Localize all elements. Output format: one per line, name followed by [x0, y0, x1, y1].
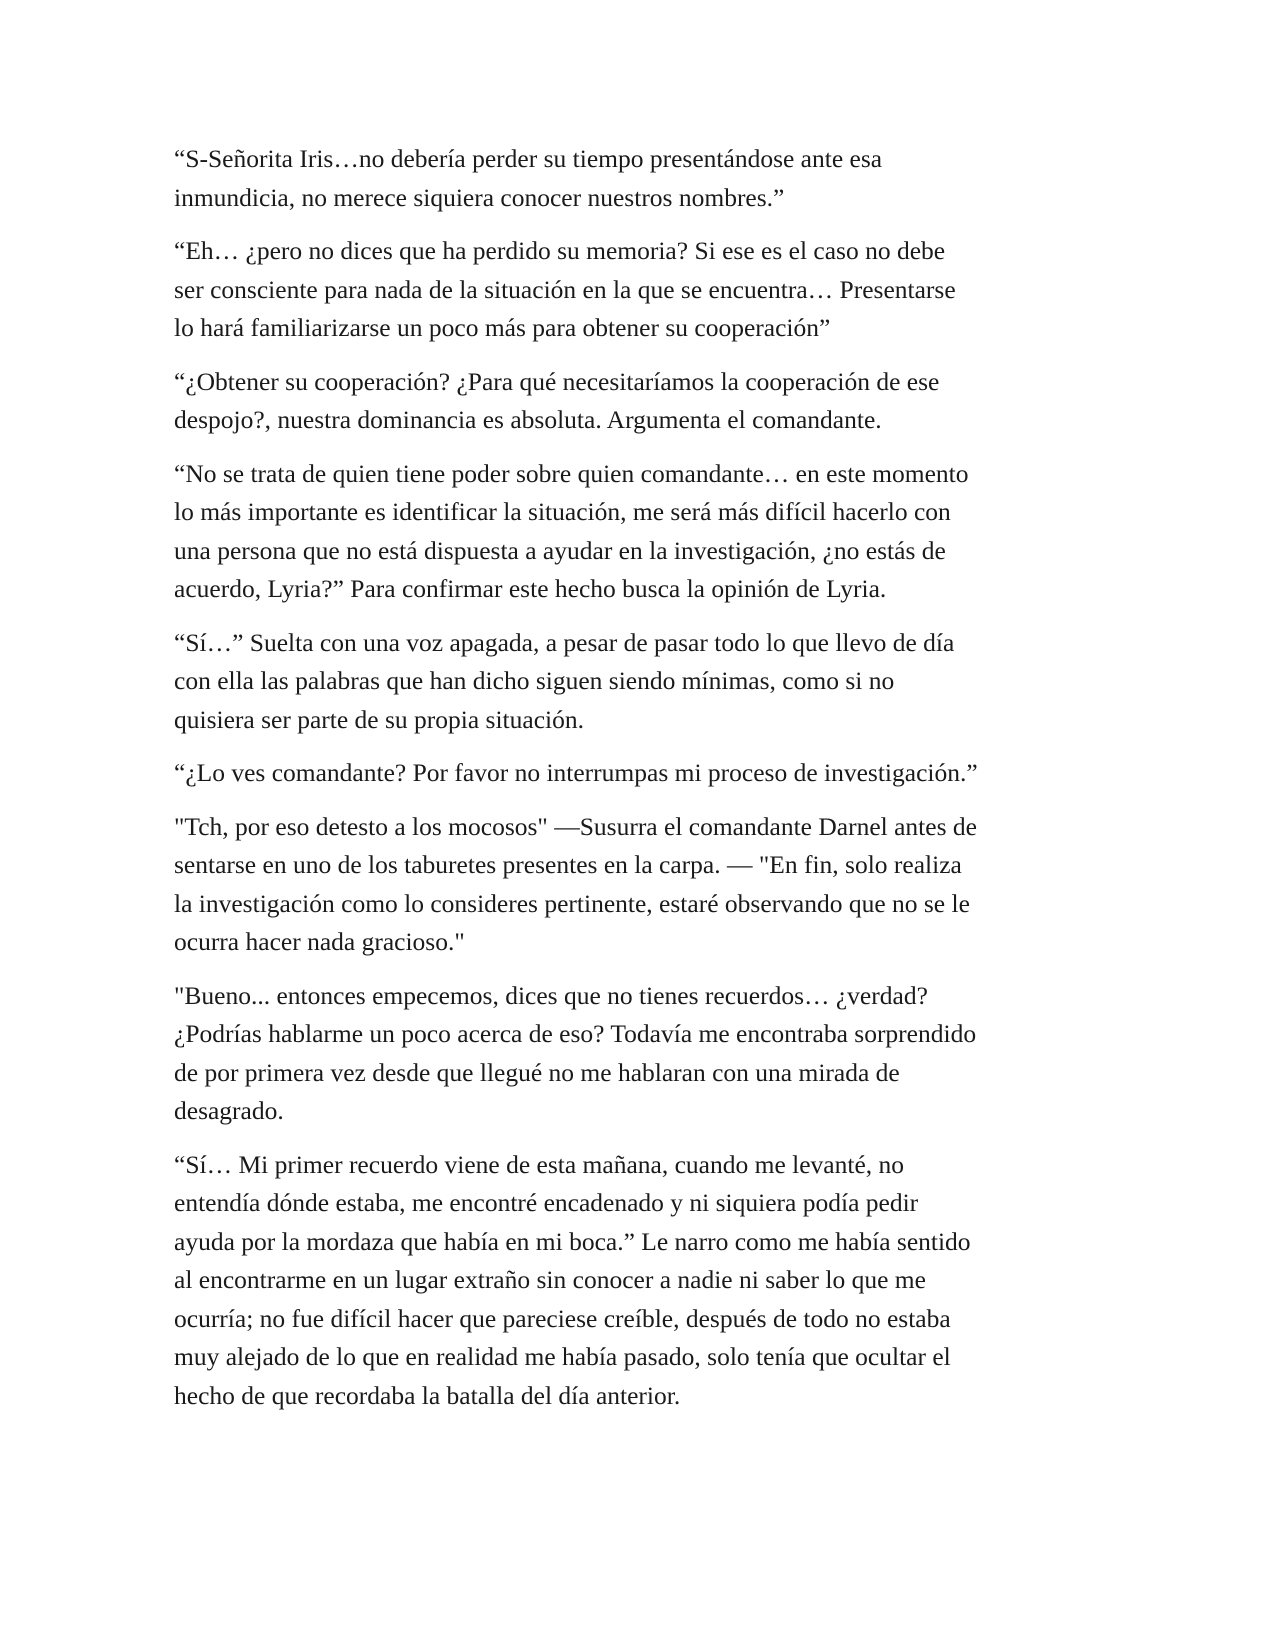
text-line: "Tch, por eso detesto a los mocosos" —Susurra el comandante Darnel antes de	[174, 811, 977, 841]
text-line: al encontrarme en un lugar extraño sin conocer a nadie ni saber lo que me	[174, 1265, 926, 1294]
text-line: con ella las palabras que han dicho siguen siendo mínimas, como si no	[174, 666, 895, 695]
text-line: inmundicia, no merece siquiera conocer nuestros nombres.”	[174, 182, 785, 212]
text-line: lo hará familiarizarse un poco más para obtener su cooperación”	[174, 313, 831, 342]
text-line: quisiera ser parte de su propia situación.	[174, 704, 584, 734]
text-line: lo más importante es identificar la situación, me será más difícil hacerlo con	[174, 497, 951, 526]
text-line: una persona que no está dispuesta a ayudar en la investigación, ¿no estás de	[174, 535, 946, 565]
text-line: “Eh… ¿pero no dices que ha perdido su memoria? Si ese es el caso no debe	[174, 236, 946, 265]
text-line: acuerdo, Lyria?” Para confirmar este hecho busca la opinión de Lyria.	[174, 574, 887, 603]
text-line: despojo?, nuestra dominancia es absoluta. Argumenta el comandante.	[174, 405, 882, 434]
text-line: de por primera vez desde que llegué no me hablaran con una mirada de	[174, 1057, 900, 1087]
text-line: “¿Lo ves comandante? Por favor no interrumpas mi proceso de investigación.”	[174, 758, 978, 787]
document-page	[174, 140, 1104, 1430]
text-line: “S-Señorita Iris…no debería perder su tiempo presentándose ante esa	[174, 144, 883, 173]
text-line: hecho de que recordaba la batalla del día anterior.	[174, 1380, 681, 1410]
text-line: “Sí…” Suelta con una voz apagada, a pesar de pasar todo lo que llevo de día	[174, 627, 955, 657]
paragraph	[174, 455, 1104, 609]
paragraph	[174, 232, 1104, 348]
text-line: ocurría; no fue difícil hacer que pareciese creíble, después de todo no estaba	[174, 1303, 951, 1333]
paragraph	[174, 1146, 1104, 1416]
text-line: “¿Obtener su cooperación? ¿Para qué necesitaríamos la cooperación de ese	[174, 366, 940, 396]
text-line: “No se trata de quien tiene poder sobre quien comandante… en este momento	[174, 458, 969, 488]
paragraph	[174, 977, 1104, 1131]
paragraph	[174, 808, 1104, 962]
text-line: desagrado.	[174, 1096, 284, 1125]
text-line: entendía dónde estaba, me encontré encadenado y ni siquiera podía pedir	[174, 1188, 919, 1217]
text-line: ayuda por la mordaza que había en mi boca.” Le narro como me había sentido	[174, 1226, 971, 1256]
paragraph	[174, 624, 1104, 740]
text-line: "Bueno... entonces empecemos, dices que no tienes recuerdos… ¿verdad?	[174, 980, 928, 1010]
text-line: ser consciente para nada de la situación en la que se encuentra… Presentarse	[174, 274, 956, 304]
text-line: muy alejado de lo que en realidad me había pasado, solo tenía que ocultar el	[174, 1342, 951, 1371]
text-line: ocurra hacer nada gracioso."	[174, 927, 465, 956]
paragraph	[174, 754, 1104, 793]
text-line: la investigación como lo consideres pertinente, estaré observando que no se le	[174, 888, 970, 918]
paragraph	[174, 140, 1104, 217]
text-line: sentarse en uno de los taburetes presentes en la carpa. — "En fin, solo realiza	[174, 850, 962, 879]
text-line: ¿Podrías hablarme un poco acerca de eso? Todavía me encontraba sorprendido	[174, 1019, 977, 1048]
text-line: “Sí… Mi primer recuerdo viene de esta mañana, cuando me levanté, no	[174, 1149, 905, 1179]
paragraph	[174, 363, 1104, 440]
